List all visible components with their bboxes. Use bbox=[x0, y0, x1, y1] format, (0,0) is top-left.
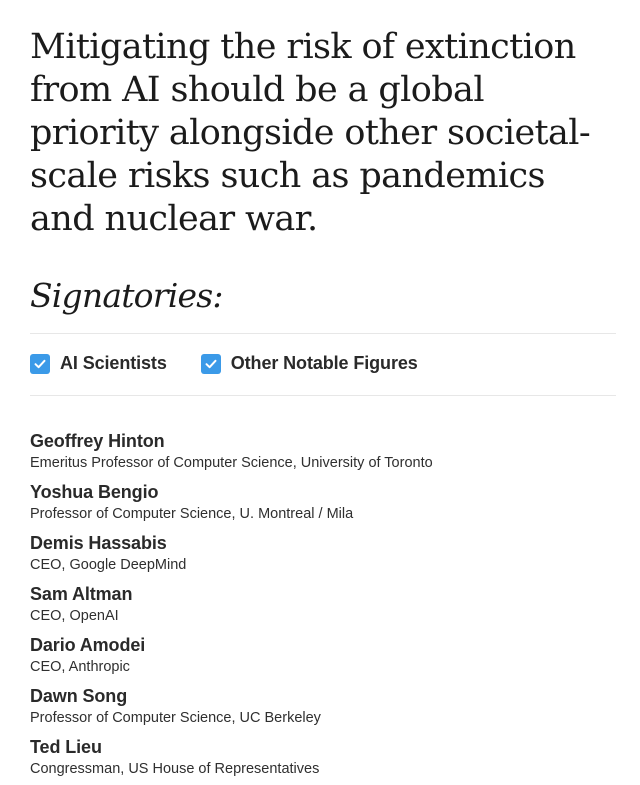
signatory-name: Demis Hassabis bbox=[30, 533, 167, 553]
divider bbox=[30, 395, 616, 396]
signatory-item bbox=[30, 734, 433, 785]
filter-label: AI Scientists bbox=[60, 353, 167, 373]
signatory-item bbox=[30, 581, 433, 632]
statement-text: Mitigating the risk of extinction from AI should be a global priority alongside other societal-scale risks such as pandemics and nuclear war. bbox=[30, 27, 591, 239]
signatory-title: Professor of Computer Science, UC Berkeley bbox=[30, 710, 321, 726]
check-icon bbox=[34, 359, 46, 369]
signatory-title: Emeritus Professor of Computer Science, University of Toronto bbox=[30, 455, 433, 471]
other-notable-figures-checkbox[interactable] bbox=[201, 354, 221, 374]
signatory-item bbox=[30, 479, 433, 530]
signatory-name: Dario Amodei bbox=[30, 635, 146, 655]
signatory-item bbox=[30, 428, 433, 479]
signatory-item bbox=[30, 530, 433, 581]
check-icon bbox=[205, 359, 217, 369]
signatory-name: Yoshua Bengio bbox=[30, 482, 159, 502]
signatory-name: Geoffrey Hinton bbox=[30, 431, 165, 451]
signatory-list bbox=[30, 428, 433, 785]
filter-label: Other Notable Figures bbox=[230, 353, 418, 373]
filter-ai-scientists[interactable] bbox=[30, 353, 167, 374]
signatory-filters bbox=[30, 353, 418, 374]
signatory-item bbox=[30, 632, 433, 683]
signatory-name: Dawn Song bbox=[30, 686, 128, 706]
divider bbox=[30, 333, 616, 334]
filter-other-notable-figures[interactable] bbox=[201, 353, 418, 374]
signatory-title: Professor of Computer Science, U. Montreal / Mila bbox=[30, 506, 354, 522]
signatory-title: CEO, Google DeepMind bbox=[30, 557, 187, 573]
signatory-title: CEO, OpenAI bbox=[30, 608, 119, 624]
signatory-item bbox=[30, 683, 433, 734]
ai-scientists-checkbox[interactable] bbox=[30, 354, 50, 374]
signatory-name: Ted Lieu bbox=[30, 737, 102, 757]
signatories-heading: Signatories: bbox=[30, 276, 223, 315]
signatory-title: CEO, Anthropic bbox=[30, 659, 130, 675]
signatory-name: Sam Altman bbox=[30, 584, 133, 604]
signatory-title: Congressman, US House of Representatives bbox=[30, 761, 320, 777]
